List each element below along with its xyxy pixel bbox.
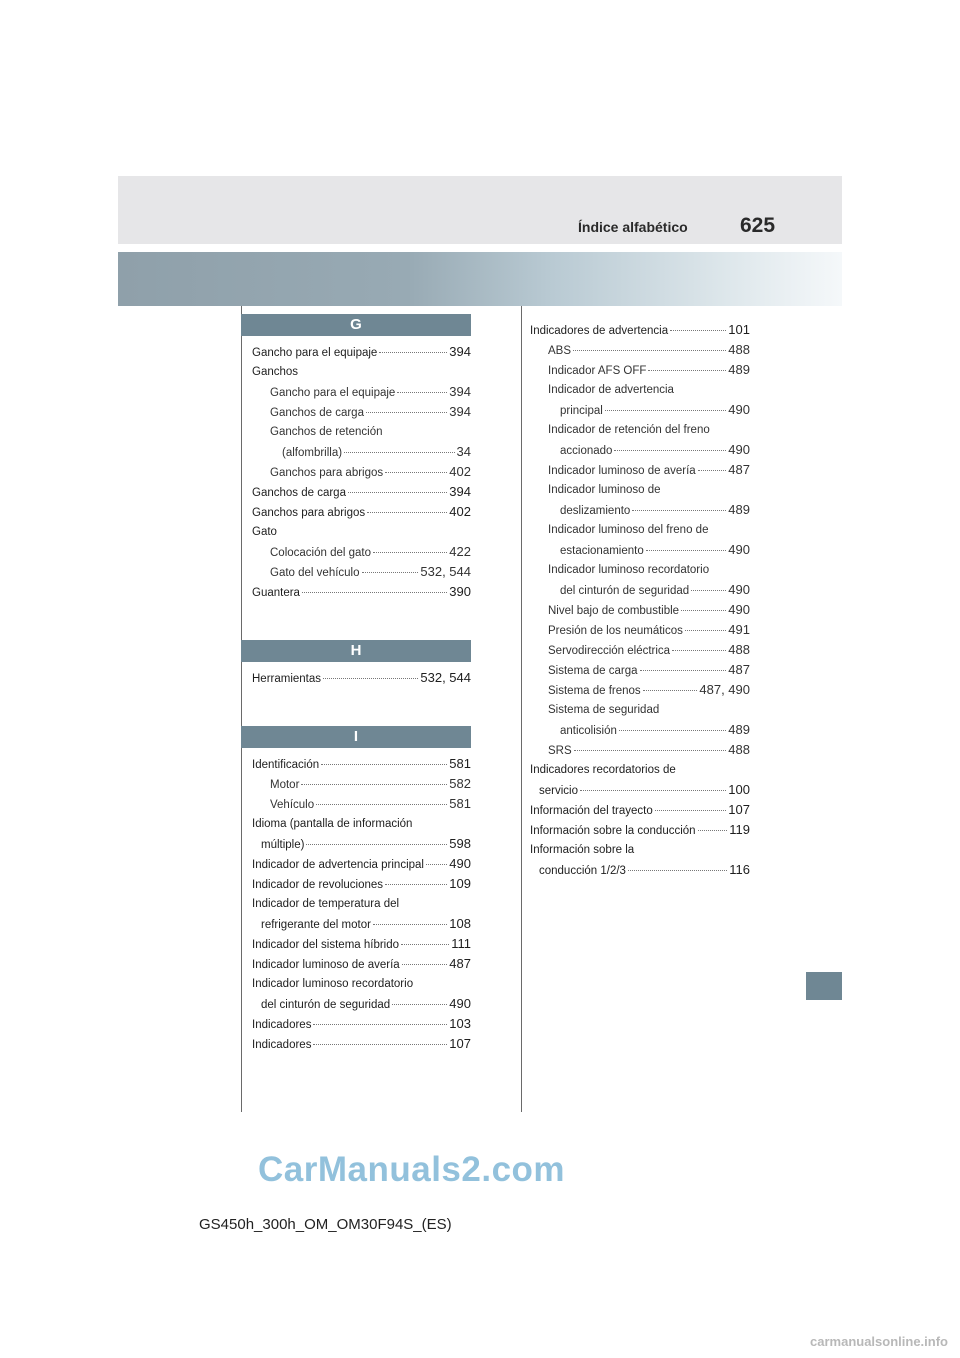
index-entry <box>252 1034 471 1054</box>
index-entry-page: 394 <box>449 344 471 359</box>
index-entry-page: 402 <box>449 504 471 519</box>
section-spacer <box>252 602 471 640</box>
index-entry-term: Identificación <box>252 759 320 771</box>
index-entry <box>252 774 471 794</box>
section-letter-i: I <box>241 726 471 748</box>
index-entry-page: 488 <box>728 742 750 757</box>
index-entry-term: accionado <box>560 445 613 457</box>
index-entry <box>530 460 750 480</box>
index-entry <box>530 380 750 400</box>
corner-watermark: carmanualsonline.info <box>810 1334 948 1349</box>
index-entry <box>530 420 750 440</box>
index-entry-term: Indicadores <box>252 1019 312 1031</box>
dot-leader <box>605 410 726 411</box>
index-entry-term: principal <box>560 405 603 417</box>
index-entry <box>252 562 471 582</box>
index-entry-term: Gato <box>252 526 277 538</box>
index-entry <box>252 462 471 482</box>
index-entry-page: 394 <box>449 384 471 399</box>
index-entry-page: 490 <box>449 996 471 1011</box>
index-entry-term: conducción 1/2/3 <box>539 865 626 877</box>
index-entry-page: 101 <box>728 322 750 337</box>
index-entry-page: 490 <box>728 542 750 557</box>
section-side-tab <box>806 972 842 1000</box>
dot-leader <box>385 472 447 473</box>
section-spacer <box>252 688 471 726</box>
index-entry-page: 34 <box>456 444 471 459</box>
index-entry <box>530 580 750 600</box>
index-entry-page: 111 <box>451 936 471 951</box>
index-entry-term: anticolisión <box>560 725 617 737</box>
dot-leader <box>373 924 447 925</box>
index-entry <box>530 620 750 640</box>
index-entry <box>252 402 471 422</box>
index-entry-term: Indicador luminoso recordatorio <box>252 978 414 990</box>
dot-leader <box>367 512 447 513</box>
index-entry <box>252 522 471 542</box>
index-entry-term: Sistema de frenos <box>548 685 641 697</box>
index-entry <box>252 582 471 602</box>
dot-leader <box>672 650 726 651</box>
dot-leader <box>426 864 447 865</box>
index-entry <box>530 780 750 800</box>
dot-leader <box>681 610 726 611</box>
index-entry <box>530 500 750 520</box>
index-entry-term: Gato del vehículo <box>270 567 360 579</box>
index-entry-page: 100 <box>728 782 750 797</box>
index-entry-page: 488 <box>728 642 750 657</box>
header-gradient-band <box>118 252 842 306</box>
index-entry <box>252 542 471 562</box>
dot-leader <box>344 452 454 453</box>
dot-leader <box>614 450 726 451</box>
index-entry-term: Indicador AFS OFF <box>548 365 647 377</box>
index-entry <box>530 540 750 560</box>
index-entry-term: SRS <box>548 745 572 757</box>
index-entry <box>252 894 471 914</box>
index-entry-term: Colocación del gato <box>270 547 372 559</box>
index-entry-term: Ganchos de retención <box>270 426 383 438</box>
header-top-band <box>118 176 842 244</box>
index-entry <box>252 362 471 382</box>
index-entry-term: ABS <box>548 345 572 357</box>
index-entry-term: Servodirección eléctrica <box>548 645 671 657</box>
index-entry-page: 489 <box>728 502 750 517</box>
index-entry <box>252 974 471 994</box>
index-entry-term: Indicador de advertencia principal <box>252 859 424 871</box>
index-entry-page: 582 <box>449 776 471 791</box>
dot-leader <box>366 412 447 413</box>
index-entry <box>252 482 471 502</box>
index-entry-term: Indicador luminoso recordatorio <box>548 564 710 576</box>
index-entry-term: Ganchos <box>252 366 299 378</box>
index-entry-term: Indicadores recordatorios de <box>530 764 676 776</box>
index-entry-term: Idioma (pantalla de información <box>252 818 413 830</box>
index-entry-page: 119 <box>729 822 750 837</box>
dot-leader <box>632 510 726 511</box>
index-entry-page: 489 <box>728 362 750 377</box>
dot-leader <box>397 392 447 393</box>
index-entry <box>530 860 750 880</box>
index-entry <box>530 560 750 580</box>
index-entry <box>252 1014 471 1034</box>
index-entry <box>530 400 750 420</box>
index-entry-page: 532, 544 <box>420 670 471 685</box>
index-entry-page: 103 <box>449 1016 471 1031</box>
index-entry-term: del cinturón de seguridad <box>261 999 391 1011</box>
index-entry <box>530 800 750 820</box>
index-entry <box>252 834 471 854</box>
index-entry-term: servicio <box>539 785 578 797</box>
index-entry-term: Gancho para el equipaje <box>252 347 378 359</box>
index-entry-page: 490 <box>728 582 750 597</box>
left-index-column <box>252 314 471 1054</box>
header-title: Índice alfabético <box>578 219 688 235</box>
section-letter-g: G <box>241 314 471 336</box>
index-entry-term: Indicador de temperatura del <box>252 898 400 910</box>
dot-leader <box>323 678 418 679</box>
dot-leader <box>402 964 448 965</box>
right-column-rule <box>521 306 522 1112</box>
index-entry-term: Información sobre la <box>530 844 635 856</box>
index-entry-term: Indicador del sistema híbrido <box>252 939 400 951</box>
dot-leader <box>313 1024 447 1025</box>
dot-leader <box>655 810 727 811</box>
dot-leader <box>401 944 449 945</box>
index-entry <box>530 820 750 840</box>
dot-leader <box>348 492 447 493</box>
dot-leader <box>362 572 419 573</box>
index-entry-term: Sistema de seguridad <box>548 704 660 716</box>
dot-leader <box>691 590 726 591</box>
index-entry <box>530 640 750 660</box>
index-entry-term: del cinturón de seguridad <box>560 585 690 597</box>
index-entry-term: Gancho para el equipaje <box>270 387 396 399</box>
index-entry <box>530 600 750 620</box>
dot-leader <box>619 730 726 731</box>
dot-leader <box>321 764 447 765</box>
index-entry-page: 107 <box>728 802 750 817</box>
page-number: 625 <box>740 214 776 237</box>
index-entry-term: Indicador luminoso de avería <box>548 465 696 477</box>
index-entry <box>252 754 471 774</box>
dot-leader <box>698 830 728 831</box>
index-entry <box>530 840 750 860</box>
index-entry <box>252 668 471 688</box>
index-entry-term: Ganchos para abrigos <box>270 467 384 479</box>
index-entry-term: Vehículo <box>270 799 315 811</box>
index-entry-page: 489 <box>728 722 750 737</box>
index-entry-term: Ganchos de carga <box>252 487 346 499</box>
index-entry-page: 422 <box>449 544 471 559</box>
dot-leader <box>392 1004 447 1005</box>
index-entry-term: Nivel bajo de combustible <box>548 605 680 617</box>
dot-leader <box>640 670 727 671</box>
index-entry-page: 490 <box>449 856 471 871</box>
dot-leader <box>574 750 727 751</box>
dot-leader <box>648 370 726 371</box>
index-entry-page: 488 <box>728 342 750 357</box>
index-entry-term: Indicador luminoso del freno de <box>548 524 709 536</box>
index-entry-page: 581 <box>449 796 471 811</box>
dot-leader <box>301 784 447 785</box>
index-entry-term: Herramientas <box>252 673 322 685</box>
index-entry <box>252 342 471 362</box>
index-entry <box>530 720 750 740</box>
index-entry-page: 532, 544 <box>420 564 471 579</box>
index-entry-term: Ganchos para abrigos <box>252 507 366 519</box>
index-entry <box>252 874 471 894</box>
index-entry-page: 394 <box>449 404 471 419</box>
index-entry-term: Indicadores de advertencia <box>530 325 669 337</box>
index-entry-term: deslizamiento <box>560 505 631 517</box>
left-column-rule <box>241 306 242 1112</box>
index-entry-term: (alfombrilla) <box>282 447 343 459</box>
dot-leader <box>306 844 447 845</box>
index-entry <box>252 422 471 442</box>
index-entry-page: 402 <box>449 464 471 479</box>
index-entry <box>530 740 750 760</box>
index-entry <box>530 680 750 700</box>
index-entry-term: Guantera <box>252 587 300 599</box>
index-entry <box>252 854 471 874</box>
dot-leader <box>373 552 447 553</box>
index-entry-page: 490 <box>728 602 750 617</box>
index-entry-term: Sistema de carga <box>548 665 638 677</box>
dot-leader <box>302 592 447 593</box>
index-entry-term: Información sobre la conducción <box>530 825 696 837</box>
index-entry-page: 108 <box>449 916 471 931</box>
index-entry <box>252 442 471 462</box>
dot-leader <box>646 550 727 551</box>
index-entry-term: Presión de los neumáticos <box>548 625 683 637</box>
index-entry <box>252 954 471 974</box>
index-entry-page: 109 <box>449 876 471 891</box>
index-entry <box>252 914 471 934</box>
dot-leader <box>316 804 447 805</box>
index-entry-page: 107 <box>449 1036 471 1051</box>
index-entry <box>252 382 471 402</box>
index-entry-term: Indicador luminoso de avería <box>252 959 400 971</box>
index-entry <box>530 440 750 460</box>
index-entry <box>252 502 471 522</box>
dot-leader <box>573 350 726 351</box>
right-index-column <box>530 320 750 880</box>
index-entry <box>530 520 750 540</box>
index-entry-term: Indicador de retención del freno <box>548 424 710 436</box>
index-entry-page: 491 <box>728 622 750 637</box>
index-entry-page: 581 <box>449 756 471 771</box>
index-entry-page: 116 <box>729 862 750 877</box>
section-letter-h: H <box>241 640 471 662</box>
index-entry-term: Indicador luminoso de <box>548 484 661 496</box>
index-entry-term: refrigerante del motor <box>261 919 371 931</box>
index-entry <box>252 794 471 814</box>
index-entry <box>252 814 471 834</box>
index-entry-page: 390 <box>449 584 471 599</box>
index-entry <box>530 760 750 780</box>
index-entry <box>530 340 750 360</box>
index-entry-term: Ganchos de carga <box>270 407 364 419</box>
index-entry-term: Motor <box>270 779 300 791</box>
dot-leader <box>580 790 726 791</box>
index-entry-page: 490 <box>728 402 750 417</box>
index-entry <box>530 700 750 720</box>
index-entry-page: 487 <box>449 956 471 971</box>
index-entry-page: 487 <box>728 662 750 677</box>
index-entry <box>252 934 471 954</box>
watermark-logo: CarManuals2.com <box>258 1150 566 1189</box>
index-entry-term: Indicador de advertencia <box>548 384 674 396</box>
dot-leader <box>313 1044 447 1045</box>
index-entry-page: 487, 490 <box>699 682 750 697</box>
index-entry <box>530 360 750 380</box>
index-entry-term: múltiple) <box>261 839 305 851</box>
footer-document-code: GS450h_300h_OM_OM30F94S_(ES) <box>199 1216 452 1233</box>
dot-leader <box>628 870 727 871</box>
index-entry-page: 598 <box>449 836 471 851</box>
dot-leader <box>698 470 727 471</box>
index-entry <box>530 480 750 500</box>
dot-leader <box>670 330 726 331</box>
index-entry-term: Indicadores <box>252 1039 312 1051</box>
index-entry-term: Información del trayecto <box>530 805 653 817</box>
index-entry-term: Indicador de revoluciones <box>252 879 384 891</box>
dot-leader <box>379 352 447 353</box>
dot-leader <box>385 884 447 885</box>
index-entry <box>252 994 471 1014</box>
index-entry-page: 490 <box>728 442 750 457</box>
index-entry-term: estacionamiento <box>560 545 644 557</box>
index-entry <box>530 320 750 340</box>
index-entry-page: 394 <box>449 484 471 499</box>
dot-leader <box>685 630 726 631</box>
dot-leader <box>643 690 698 691</box>
index-entry-page: 487 <box>728 462 750 477</box>
index-entry <box>530 660 750 680</box>
